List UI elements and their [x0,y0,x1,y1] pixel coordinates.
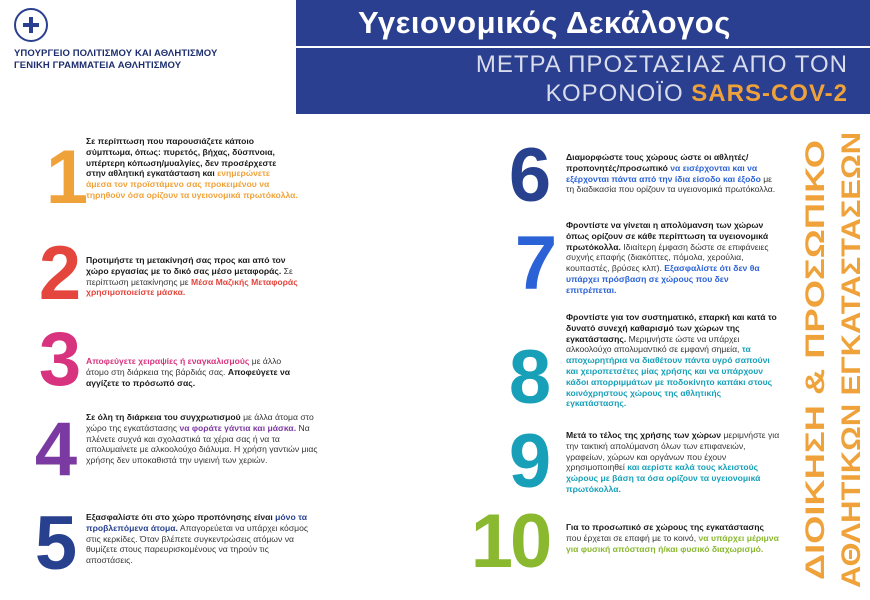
item-number: 4 [34,407,78,492]
item-text-segment: Σε περίπτωση μετακίνησης με [86,265,293,287]
greek-flag-emblem-icon [14,8,48,42]
item-text-segment: Φροντίστε για τον συστηματικό, επαρκή και κατά το δυνατό συνεχή καθαρισμό των χώρων της εγκατάστασης. [566,312,777,344]
ministry-name: ΥΠΟΥΡΓΕΙΟ ΠΟΛΙΤΙΣΜΟΥ ΚΑΙ ΑΘΛΗΤΙΣΜΟΥ [14,48,218,59]
item-number: 7 [514,221,558,306]
item-number: 8 [508,335,552,420]
item-text-segment: με τη διαδικασία που ορίζουν τα υγειονομικά πρωτόκολλα. [566,173,776,195]
item-number: 3 [38,317,82,402]
item-number: 2 [38,231,82,316]
item-text [86,136,298,201]
item-text [566,312,782,409]
item-text-segment: με άλλα άτομα στο χώρο της εγκατάστασης [86,412,314,433]
item-number: 6 [508,133,552,218]
item-number: 10 [470,499,550,584]
item-text-segment: Απαγορεύεται να υπάρχει κόσμος στις κερκίδες. Όταν βλέπετε συγκεντρώσεις ατόμων να θυμίζετε στους παρευρισκομένους να τηρούν τις αποστάσεις. [86,522,309,566]
item-text-segment: Μετά το τέλος της χρήσης των χώρων [566,430,722,440]
item-text [86,412,318,466]
item-text-segment: Διαμορφώστε τους χώρους ώστε οι αθλητές/προπονητές/προσωπικό [566,152,749,173]
item-text [566,152,780,195]
item-text [86,255,308,298]
subtitle-line-2 [296,79,848,108]
item-text-segment: Εξασφαλίστε ότι δεν θα υπάρχει πρόσβαση σε χώρους που δεν επιτρέπεται. [566,263,760,295]
item-text [86,512,312,566]
side-title-line-2: ΑΘΛΗΤΙΚΩΝ ΕΓΚΑΤΑΣΤΑΣΕΩΝ [836,188,866,588]
item-text-segment: Μέσα Μαζικής Μεταφοράς χρησιμοποιείστε μάσκα. [86,276,298,298]
item-text-segment: να υπάρχει μέριμνα για φυσική απόσταση ή/και φυσικό διαχωρισμό. [566,532,779,554]
item-text-segment: να φοράτε γάντια και μάσκα. [179,422,297,433]
item-text-segment: Για το προσωπικό σε χώρους της εγκατάστασης [566,522,764,532]
item-text-segment: Αποφεύγετε χειραψίες ή εναγκαλισμούς [86,356,250,366]
item-text [566,220,780,296]
item-text [86,356,300,388]
page-subtitle [296,48,870,114]
item-text-segment: Εξασφαλίστε ότι στο χώρο προπόνησης είναι [86,512,276,522]
ministry-logo-block [14,8,294,72]
subtitle-line-2-text: ΚΟΡΟΝΟΪΟ [545,80,692,107]
item-text [566,430,780,495]
item-text-segment: ενημερώνετε άμεσα τον προϊστάμενο σας προκειμένου να τηρηθούν όσα ορίζουν τα υγειονομικά πρωτόκολλα. [86,168,298,200]
item-text-segment: Σε περίπτωση που παρουσιάζετε κάποιο σύμπτωμα, όπως: πυρετός, βήχας, δύσπνοια, υπέρτερη κόπωση/μυαλγίες, δεν προσέρχεστε στην αθλητική εγκατάσταση και [86,136,277,179]
item-text-segment: Φροντίστε να γίνεται η απολύμανση των χώρων όπως ορίζουν σε κάθε περίπτωση τα υγειονομικά πρωτόκολλα. [566,220,769,252]
item-text-segment: και αερίστε καλά τους κλειστούς χώρους με βάση τα όσα ορίζουν τα υγειονομικά πρωτόκολλα. [566,462,761,494]
item-text-segment: Προτιμήστε τη μετακίνησή σας προς και από τον χώρο εργασίας με το δικό σας μέσο μεταφοράς. [86,255,286,276]
virus-name: SARS-COV-2 [691,80,848,107]
item-text-segment: Να πλένετε συχνά και σχολαστικά τα χέρια σας ή να τα απολυμαίνετε με αλκοολούχο διάλυμα. Η χρήση γαντιών μιας χρήσης δεν υποκαθιστά την υγιεινή των χεριών. [86,422,318,466]
item-text-segment: με άλλο άτομο στη διάρκεια της βάρδιάς σας. [86,356,282,377]
item-text-segment: να εισέρχονται και να εξέρχονται πάντα από την ίδια είσοδο και έξοδο [566,162,761,184]
item-number: 5 [34,501,78,586]
item-number: 1 [45,135,89,220]
item-text-segment: τα αποχωρητήρια να διαθέτουν πάντα υγρό σαπούνι και χειροπετσέτες μίας χρήσης και να υπάρχουν κάδοι απορριμμάτων με ποδοκίνητο καπάκι στους κοινόχρηστους χώρους της αθλητικής εγκατάστασης. [566,344,773,409]
secretariat-name: ΓΕΝΙΚΗ ΓΡΑΜΜΑΤΕΙΑ ΑΘΛΗΤΙΣΜΟΥ [14,60,182,71]
side-vertical-title [790,126,866,594]
item-text-segment: μεριμνήστε για την τακτική απολύμανση όλων των επιφανειών, γραφείων, χώρων και οργάνων που έχουν χρησιμοποιηθεί [566,430,780,473]
page-title: Υγειονομικός Δεκάλογος [296,0,870,46]
item-text-segment: Ιδιαίτερη έμφαση δώστε σε επιφάνειες συχνής επαφής (διακόπτες, πόμολα, χερούλια, κουπαστές, βρύσες κλπ). [566,241,769,274]
item-text-segment: Μεριμνήστε ώστε να υπάρχει αλκοολούχο απολυμαντικό σε εμφανή σημεία, [566,333,742,355]
side-title-line-1: ΔΙΟΙΚΗΣΗ & ΠΡΟΣΩΠΙΚΟ [800,252,830,580]
item-text-segment: Αποφεύγετε να αγγίζετε το πρόσωπό σας. [86,366,291,388]
item-text-segment: μόνο τα προβλεπόμενα άτομα. [86,512,307,533]
item-text [566,522,780,554]
item-text-segment: Σε όλη τη διάρκεια του συγχρωτισμού [86,412,241,422]
subtitle-line-1: ΜΕΤΡΑ ΠΡΟΣΤΑΣΙΑΣ ΑΠΟ ΤΟΝ [475,51,848,78]
item-text-segment: που έρχεται σε επαφή με το κοινό, [566,532,699,543]
item-number: 9 [508,419,552,504]
